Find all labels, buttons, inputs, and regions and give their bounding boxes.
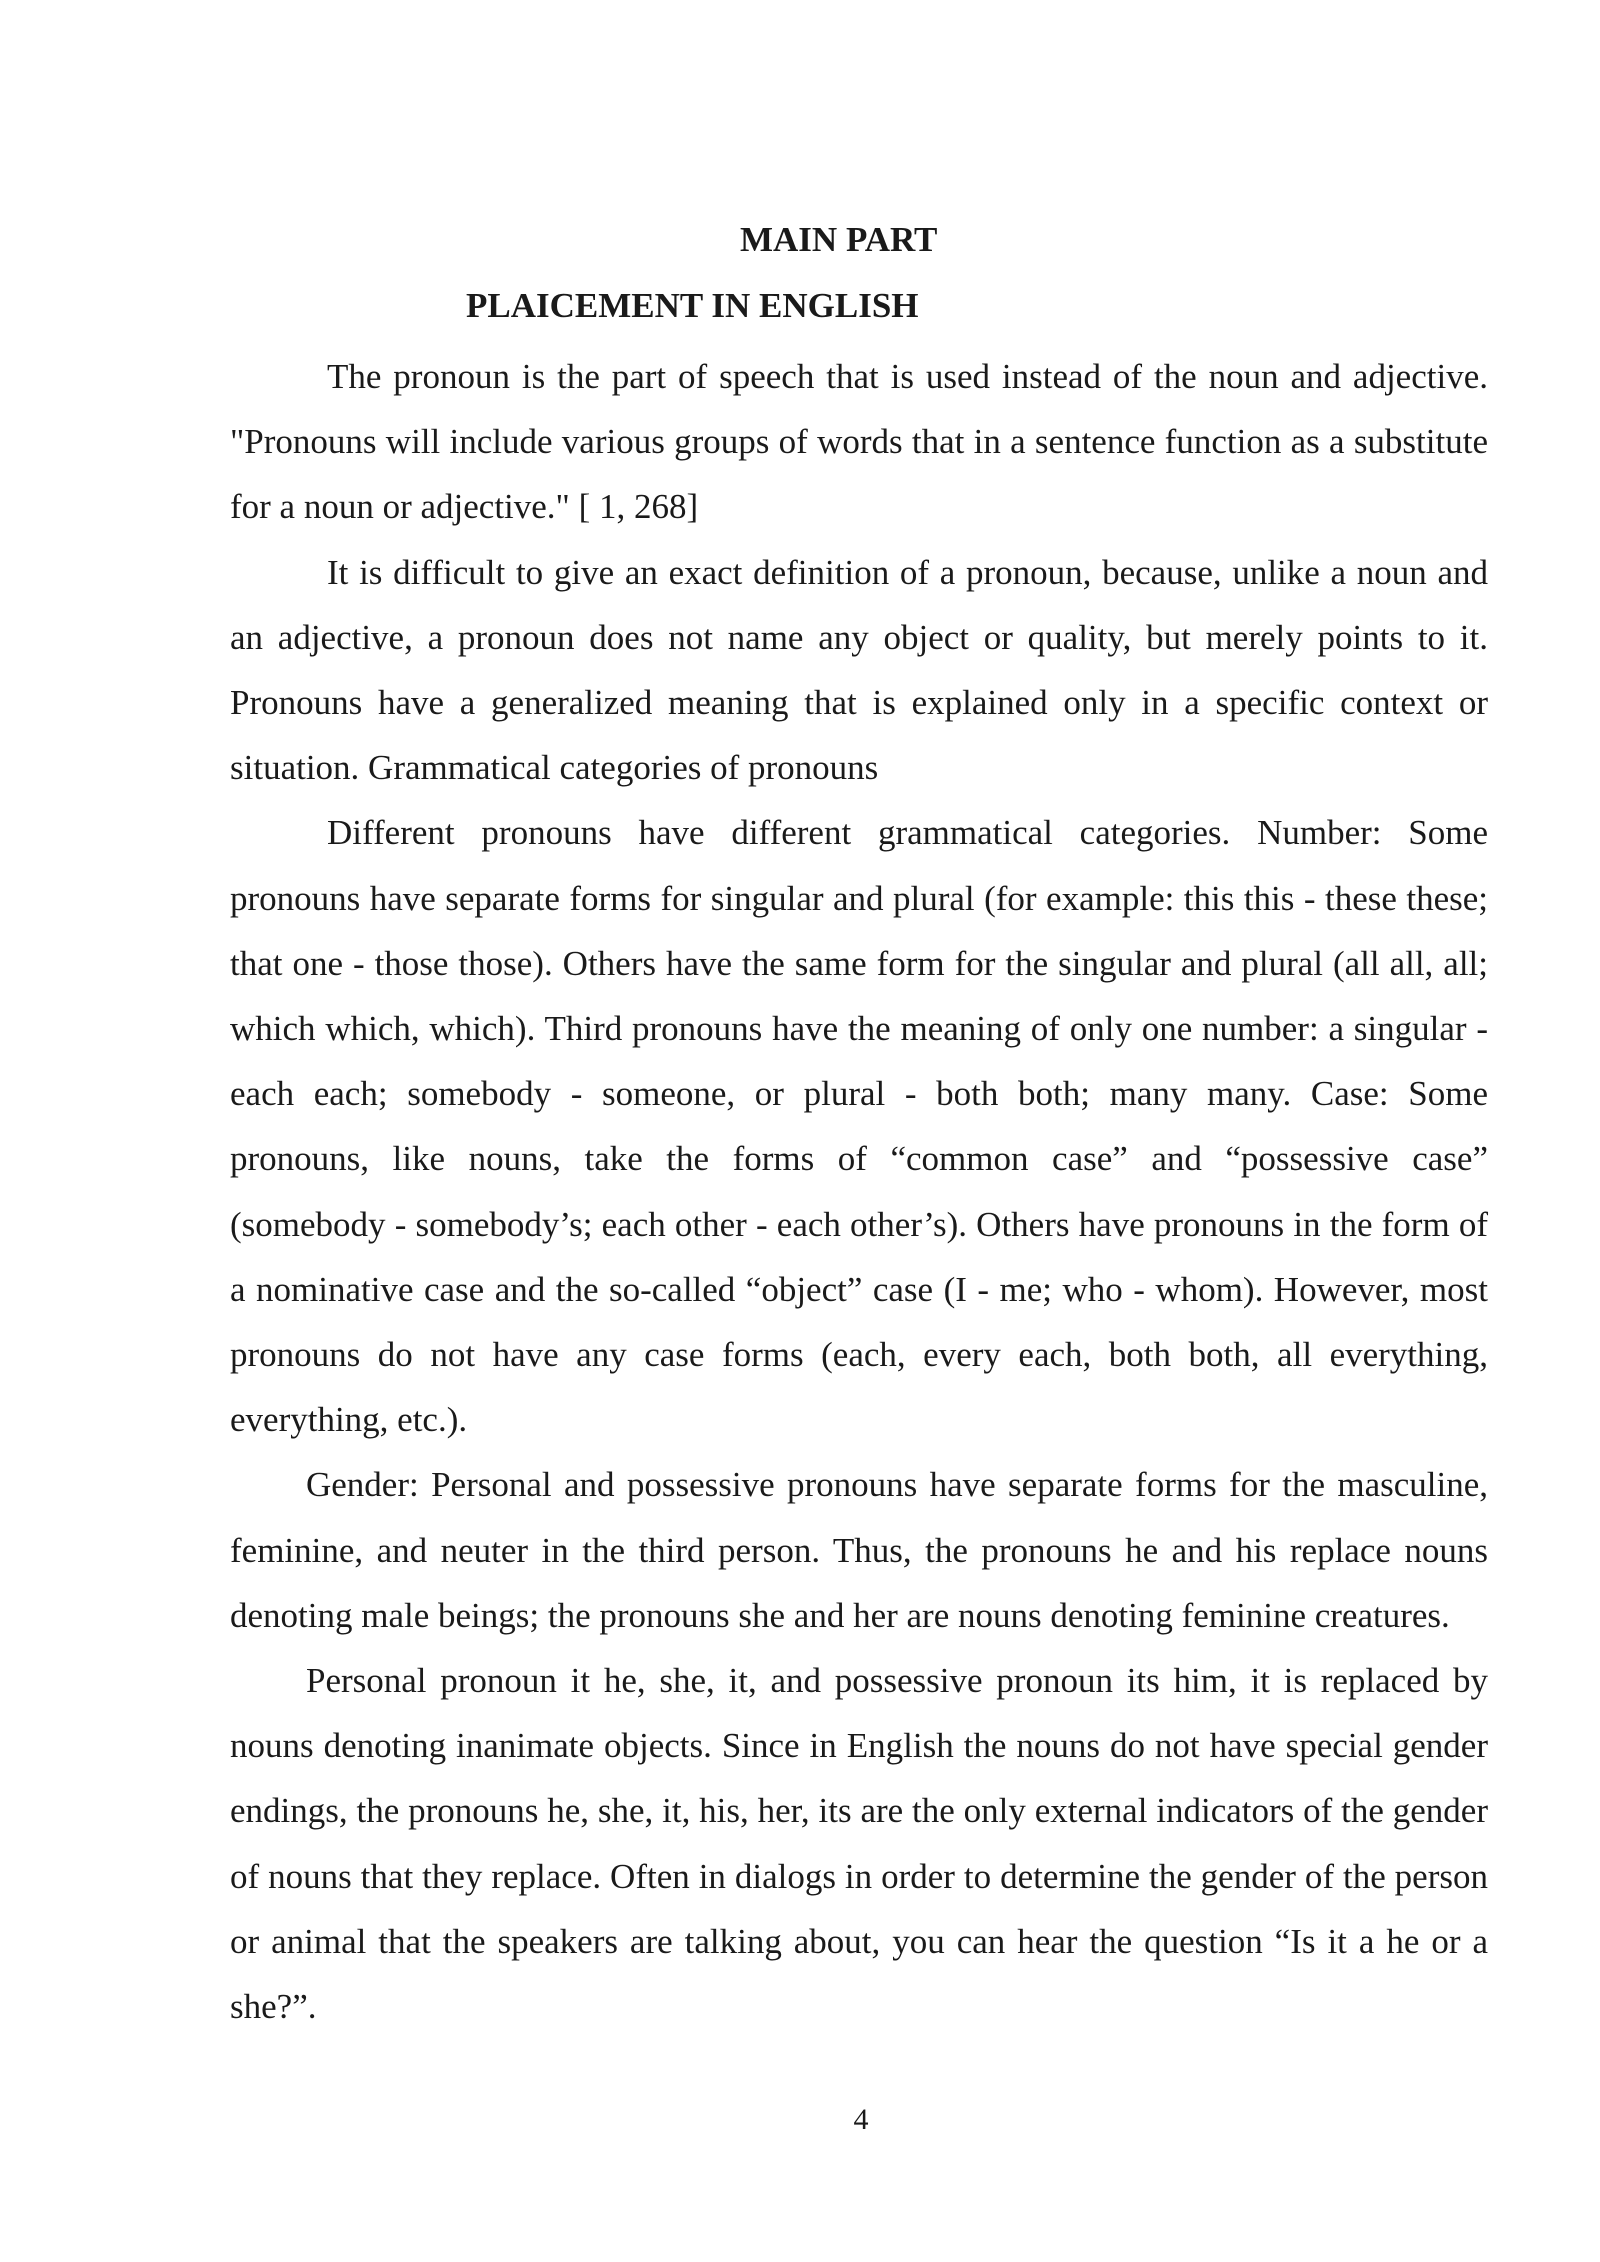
section-heading: PLAICEMENT IN ENGLISH: [466, 286, 919, 325]
paragraph: It is difficult to give an exact definition of a pronoun, because, unlike a noun and an adjective, a pronoun does not name any object or quality, but merely points to it. Pronouns have a generalized meaning that is explained only in a specific context or situation. Grammatical categories of pronouns: [230, 552, 1488, 788]
paragraph: Gender: Personal and possessive pronouns have separate forms for the masculine, feminine, and neuter in the third person. Thus, the pronouns he and his replace nouns denoting male beings; the pronouns she and her are nouns denoting feminine creatures.: [230, 1465, 1488, 1635]
paragraph: Personal pronoun it he, she, it, and possessive pronoun its him, it is replaced by nouns denoting inanimate objects. Since in English the nouns do not have special gender endings, the pronouns he, she, it, his, her, its are the only external indicators of the gender of nouns that they replace. Often in dialogs in order to determine the gender of the person or animal that the speakers are talking about, you can hear the question “Is it a he or a she?”.: [230, 1661, 1488, 2027]
paragraph: Different pronouns have different grammatical categories. Number: Some pronouns have separate forms for singular and plural (for example: this this - these these; that one - those those). Others have the same form for the singular and plural (all all, all; which which, which). Third pronouns have the meaning of only one number: a singular - each each; somebody - someone, or plural - both both; many many. Case: Some pronouns, like nouns, take the forms of “common case” and “possessive case” (somebody - somebody’s; each other - each other’s). Others have pronouns in the form of a nominative case and the so-called “object” case (I - me; who - whom). However, most pronouns do not have any case forms (each, every each, both both, all everything, everything, etc.).: [230, 813, 1488, 1440]
paragraph: The pronoun is the part of speech that is used instead of the noun and adjective. "Pronouns will include various groups of words that in a sentence function as a substitute for a noun or adjective." [ 1, 268]: [230, 357, 1488, 527]
page-title: MAIN PART: [740, 220, 938, 259]
body-text: [230, 344, 1488, 2039]
page-number: 4: [853, 2103, 869, 2136]
